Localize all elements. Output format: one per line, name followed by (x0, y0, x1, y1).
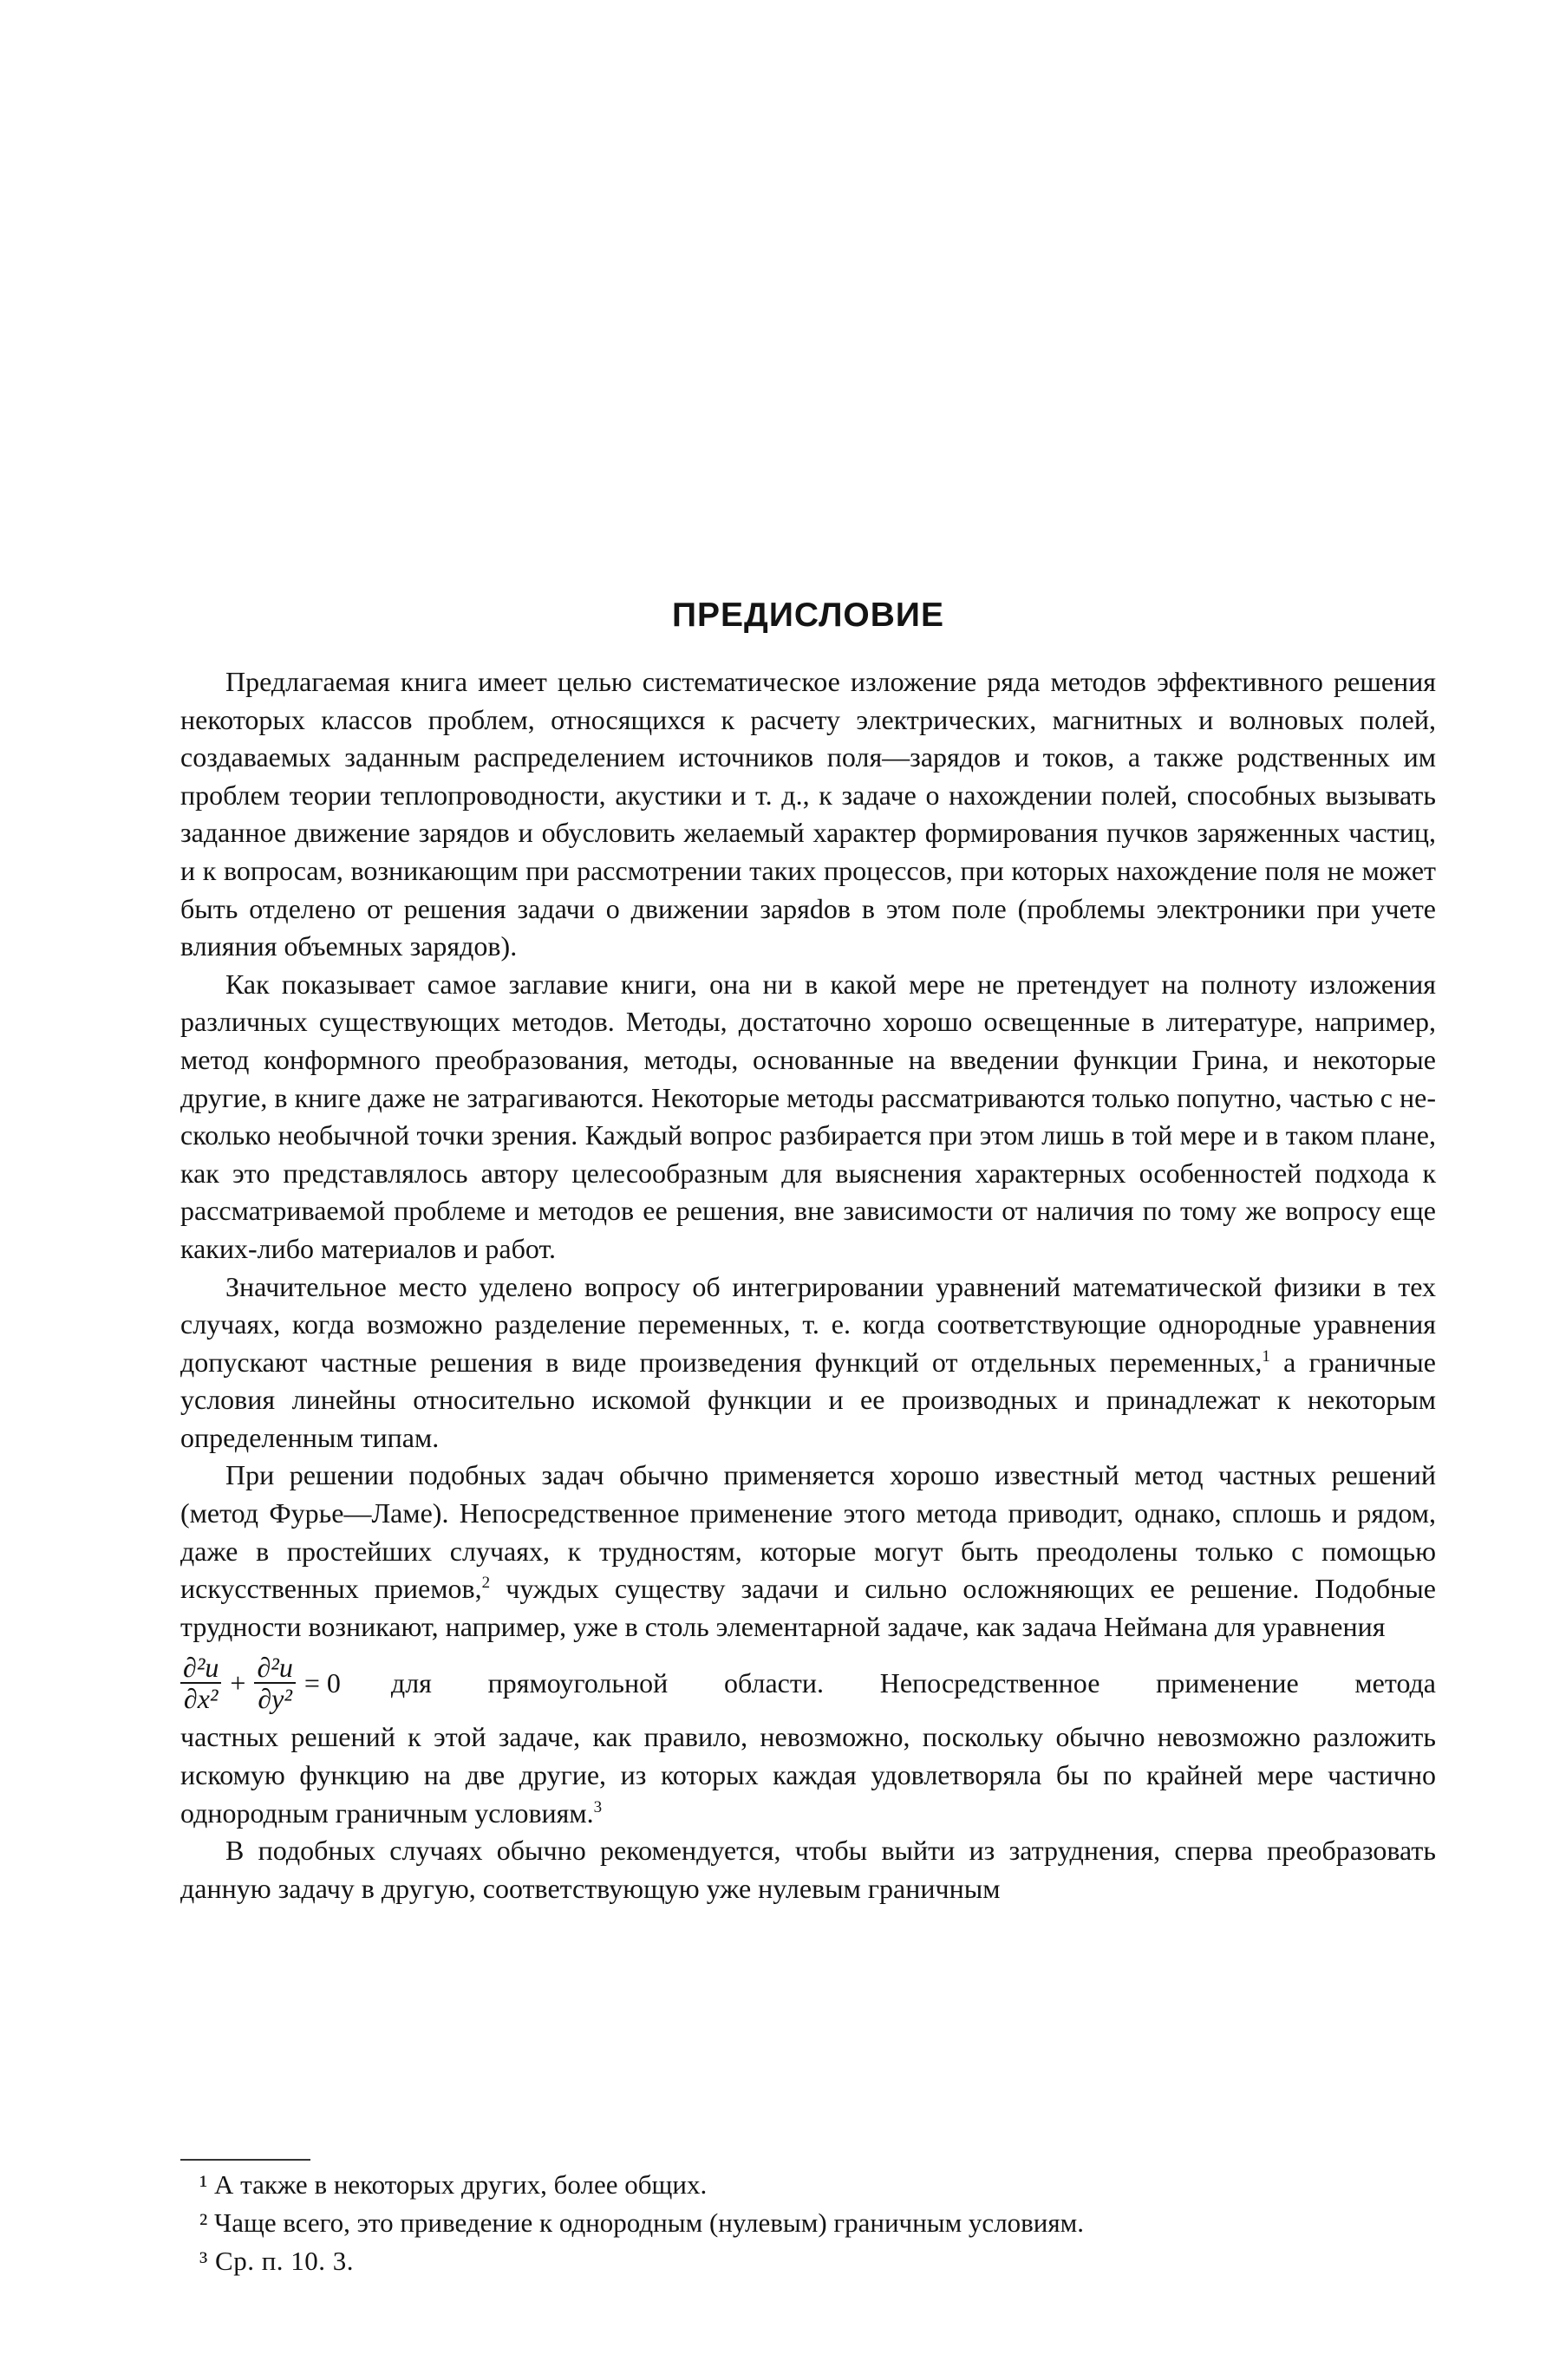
plus-sign: + (230, 1666, 246, 1699)
fraction-y-denominator: ∂y² (258, 1683, 292, 1715)
page (180, 0, 1436, 2380)
laplace-equation (180, 1653, 349, 1713)
paragraph-3-part-a: Значительное место уделено вопросу об интегрировании уравнений математической физики в тех случаях, когда возможно разделение переменных, т. е. когда соответствующие однородные уравнения допускают частные решения в виде произведения функций от отдельных переменных, (180, 1270, 1436, 1378)
equals-zero: = 0 (303, 1666, 341, 1699)
footnote-divider (180, 2159, 310, 2161)
page-title: ПРЕДИСЛОВИЕ (672, 597, 944, 634)
paragraph-2: Как показывает самое заглавие книги, она ни в какой мере не претендует на полноту изложения различных существующих методов. Методы, достаточно хорошо освещенные в литературе, например, метод конформного преобразования, методы, основанные на введении функции Грина, и некоторые другие, в книге даже не затрагиваются. Некоторые методы рассматриваются только попутно, частью с несколько необычной точки зрения. Каждый вопрос разбирается при этом лишь в той мере и в таком плане, как это представлялось автору целесообразным для выяснения характерных особенностей подхода к рассматриваемой проблеме и методов ее решения, вне зависимости от наличия по тому же вопросу еще каких-либо материалов и работ. (180, 968, 1436, 1264)
fraction-x (180, 1653, 221, 1713)
formula-trailing-text: для прямоугольной области. Непосредственное применение метода (390, 1666, 1436, 1699)
paragraph-3 (180, 1268, 1436, 1457)
paragraph-4-part-c: частных решений к этой задаче, как правило, невозможно, поскольку обычно невозможно разложить искомую функцию на две другие, из которых каждая удовлетворяла бы по крайней мере частично однородным граничным условиям. (180, 1721, 1436, 1829)
paragraph-4-part-b: чуждых существу задачи и сильно осложняющих ее решение. Подобные трудности возникают, например, уже в столь элементарной задаче, как задача Неймана для уравнения (180, 1573, 1437, 1642)
footnote-ref-3[interactable]: 3 (593, 1797, 603, 1816)
fraction-y-numerator: ∂²u (254, 1653, 295, 1684)
paragraph-5: В подобных случаях обычно рекомендуется, чтобы выйти из затруднения, сперва преобразовать данную задачу в другую, соответствующую уже нулевым граничным (180, 1835, 1436, 1904)
body-text (180, 663, 1436, 1907)
formula-line (180, 1647, 1436, 1718)
footnote-ref-2[interactable]: 2 (481, 1574, 491, 1593)
paragraph-4 (180, 1457, 1436, 1646)
footnote-1: ¹ А также в некоторых других, более общих. (199, 2169, 708, 2200)
paragraph-4-part-a: При решении подобных задач обычно применяется хорошо известный метод частных решений (метод Фурье—Ламе). Непосредственное применение этого метода приводит, однако, сплошь и рядом, даже в простейших случаях, к трудностям, которые могут быть преодолены только с помощью искусственных приемов, (180, 1459, 1436, 1605)
footnote-3: ³ Ср. п. 10. 3. (199, 2246, 355, 2276)
fraction-y (254, 1653, 295, 1713)
fraction-x-numerator: ∂²u (180, 1653, 221, 1684)
footnotes (180, 2166, 1436, 2280)
fraction-x-denominator: ∂x² (183, 1683, 219, 1715)
footnote-2: ² Чаще всего, это приведение к однородным (нулевым) граничным условиям. (199, 2207, 1085, 2238)
footnote-ref-1[interactable]: 1 (1262, 1346, 1270, 1366)
paragraph-1: Предлагаемая книга имеет целью систематическое изложение ряда методов эффективного решения некоторых классов проблем, относящихся к расчету электрических, магнитных и волновых полей, создаваемых заданным распределением источников поля—зарядов и токов, а также родственных им проблем теории теплопроводности, акустики и т. д., к задаче о нахождении полей, способных вызывать заданное движение зарядов и обусловить желаемый характер формирования пучков заряженных частиц, и к вопросам, возникающим при рассмотрении таких процессов, при которых нахождение поля не может быть отделено от решения задачи о движении заряdов в этом поле (проблемы электроники при учете влияния объемных зарядов). (180, 666, 1436, 962)
paragraph-3-part-b: а граничные условия линейны относительно искомой функции и ее производных и принадлежат к некоторым определенным типам. (180, 1346, 1437, 1453)
paragraph-4-continuation (180, 1718, 1436, 1832)
